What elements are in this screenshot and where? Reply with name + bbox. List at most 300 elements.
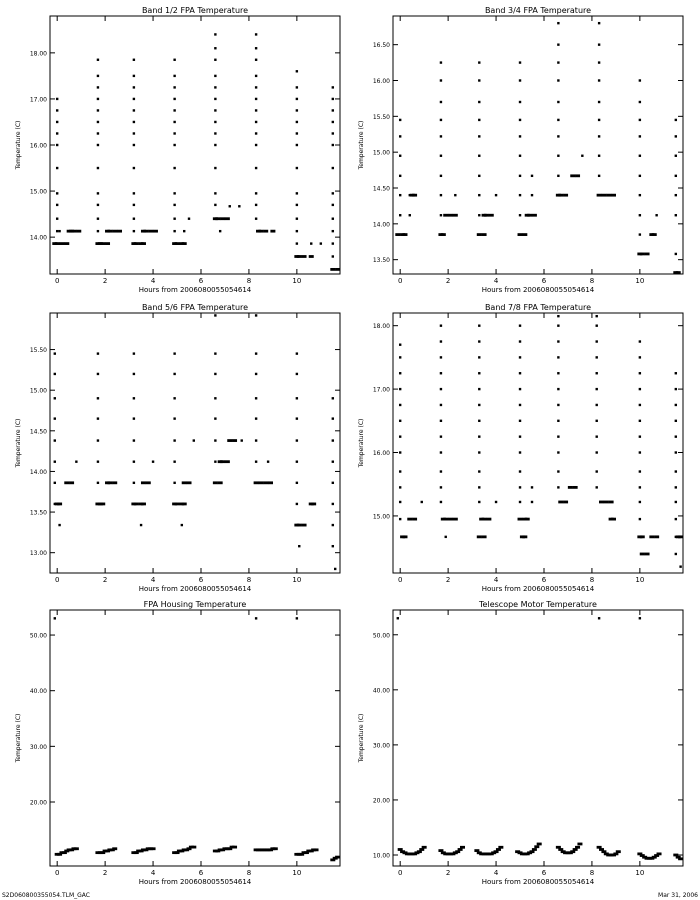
plot4-point — [596, 435, 598, 437]
plot3-point — [54, 397, 56, 399]
plot3-point — [296, 439, 298, 441]
plot4-ytick-label: 15.00 — [372, 513, 390, 521]
plot2-point — [478, 155, 480, 157]
plot3-point — [140, 524, 142, 526]
plot5-point — [54, 617, 56, 619]
plot1-point — [112, 230, 117, 233]
plot5-point — [191, 846, 196, 849]
plot1-point — [214, 121, 216, 123]
plot4-point — [399, 356, 401, 358]
plot4-point — [596, 420, 598, 422]
plot2-ytick-label: 14.00 — [372, 221, 390, 229]
plot4-point — [519, 435, 521, 437]
plot4-point — [477, 535, 482, 538]
plot1-xlabel: Hours from 2006080055054614 — [138, 286, 252, 294]
plot3-point — [227, 439, 232, 442]
plot1-point — [332, 192, 334, 194]
plot5-xtick-label: 8 — [246, 869, 252, 877]
plot2-point — [478, 175, 480, 177]
plot4-point — [482, 518, 487, 521]
plot2-point — [601, 194, 606, 197]
plot1-point — [56, 109, 58, 111]
plot2 — [358, 6, 683, 294]
plot2-point — [531, 194, 533, 196]
footer-filename: S2D060800355054.TLM_GAC — [2, 892, 90, 899]
plot2-point — [558, 194, 563, 197]
plot3-point — [97, 352, 99, 354]
plot4-point — [611, 518, 616, 521]
plot2-point — [440, 155, 442, 157]
plot1-point — [173, 167, 175, 169]
plot2-point — [557, 101, 559, 103]
plot1-point — [214, 33, 216, 35]
plot2-xtick-label: 2 — [445, 277, 451, 285]
plot2-point — [639, 194, 641, 196]
plot3-point — [107, 481, 112, 484]
plot1-point — [133, 109, 135, 111]
plot2-point — [639, 155, 641, 157]
plot4-point — [596, 356, 598, 358]
plot4-point — [525, 518, 530, 521]
plot1-point — [173, 86, 175, 88]
plot1-point — [97, 109, 99, 111]
plot1-point — [255, 109, 257, 111]
plot1-point — [173, 192, 175, 194]
plot1-point — [255, 167, 257, 169]
plot4-point — [640, 535, 645, 538]
plot4-point — [399, 344, 401, 346]
plot4-point — [679, 565, 681, 567]
plot3-point — [296, 373, 298, 375]
plot6-ytick-label: 10.00 — [372, 852, 390, 860]
plot1-xtick-label: 8 — [246, 277, 252, 285]
plot1-point — [330, 268, 335, 271]
plot1-point — [214, 75, 216, 77]
plot6-point — [657, 852, 662, 855]
footer-date: Mar 31, 2006 — [658, 892, 698, 899]
plot1-point — [100, 242, 105, 245]
plot1-point — [97, 75, 99, 77]
plot2-point — [443, 214, 448, 217]
plot4-point — [399, 420, 401, 422]
plot1-point — [296, 132, 298, 134]
plot2-point — [440, 135, 442, 137]
plot2-point — [399, 119, 401, 121]
plot3-point — [54, 352, 56, 354]
plot3-point — [182, 481, 187, 484]
plot3-point — [296, 460, 298, 462]
plot1-point — [173, 230, 175, 232]
plot1-point — [58, 230, 60, 232]
plot2-point — [440, 214, 442, 216]
plot2-point — [581, 155, 583, 157]
plot3-point — [214, 314, 216, 316]
plot3-point — [182, 503, 187, 506]
plot1-point — [173, 59, 175, 61]
plot5-point — [335, 856, 340, 859]
plot2-point — [412, 194, 417, 197]
plot4-point — [675, 404, 677, 406]
plot1-point — [133, 98, 135, 100]
plot4-point — [407, 518, 412, 521]
plot6-point — [616, 850, 621, 853]
plot4-point — [519, 340, 521, 342]
plot3-xtick-label: 2 — [102, 576, 108, 584]
plot1-xtick-label: 0 — [54, 277, 60, 285]
plot1-point — [309, 255, 314, 258]
plot2-point — [478, 194, 480, 196]
plot4-point — [649, 535, 654, 538]
plot4-point — [399, 372, 401, 374]
plot3-ytick-label: 14.00 — [29, 468, 47, 476]
plot2-ytick-label: 13.50 — [372, 257, 390, 265]
plot3-ytick-label: 14.50 — [29, 428, 47, 436]
plot3-point — [297, 524, 302, 527]
plot3-ylabel: Temperature (C) — [15, 418, 22, 468]
plot3-point — [214, 439, 216, 441]
plot4-point — [596, 404, 598, 406]
plot2-point — [519, 135, 521, 137]
plot6-point — [532, 848, 537, 851]
plot2-point — [519, 194, 521, 196]
plot4-point — [519, 486, 521, 488]
plot2-point — [478, 79, 480, 81]
plot6-point — [422, 846, 427, 849]
plot1-point — [296, 230, 298, 232]
plot4-point — [639, 340, 641, 342]
plot2-point — [495, 194, 497, 196]
plot3 — [15, 303, 340, 593]
plot5-ytick-label: 40.00 — [29, 688, 47, 696]
plot1-point — [214, 59, 216, 61]
plot4-point — [445, 536, 447, 538]
plot4-point — [478, 420, 480, 422]
plot3-point — [225, 460, 230, 463]
plot1-point — [296, 70, 298, 72]
plot4-point — [440, 372, 442, 374]
plot1-point — [214, 109, 216, 111]
plot2-point — [448, 214, 453, 217]
plot1-ytick-label: 14.00 — [29, 234, 47, 242]
plot1-point — [270, 230, 275, 233]
plot1-point — [255, 98, 257, 100]
plot1-point — [117, 230, 122, 233]
plot1-point — [255, 59, 257, 61]
plot4-point — [557, 486, 559, 488]
plot2-point — [519, 155, 521, 157]
plot1-point — [332, 218, 334, 220]
plot3-point — [214, 417, 216, 419]
plot1-xtick-label: 4 — [150, 277, 156, 285]
plot1-point — [320, 242, 322, 244]
plot6-ytick-label: 30.00 — [372, 742, 390, 750]
plot4-xtick-label: 0 — [397, 576, 403, 584]
plot2-point — [675, 135, 677, 137]
plot3-xtick-label: 0 — [54, 576, 60, 584]
plot4-point — [399, 435, 401, 437]
plot4-xtick-label: 4 — [493, 576, 499, 584]
plot3-point — [332, 439, 334, 441]
plot4-point — [478, 470, 480, 472]
plot1-point — [107, 230, 112, 233]
plot4-point — [440, 451, 442, 453]
plot2-point — [453, 214, 458, 217]
plot3-point — [100, 503, 105, 506]
plot2-point — [675, 119, 677, 121]
plot1-point — [296, 204, 298, 206]
plot1-point — [175, 242, 180, 245]
plot1-point — [97, 167, 99, 169]
plot1-point — [219, 230, 221, 232]
plot1-point — [297, 255, 302, 258]
plot3-point — [181, 524, 183, 526]
plot4-point — [639, 356, 641, 358]
plot3-point — [173, 397, 175, 399]
plot3-point — [54, 373, 56, 375]
plot2-point — [675, 175, 677, 177]
plot1-point — [56, 167, 58, 169]
plot1-point — [56, 121, 58, 123]
plot4-point — [478, 404, 480, 406]
plot1-title: Band 1/2 FPA Temperature — [141, 6, 249, 15]
plot4-point — [557, 356, 559, 358]
plot3-point — [255, 397, 257, 399]
plot2-point — [440, 79, 442, 81]
plot4-point — [609, 501, 614, 504]
plot5-point — [112, 847, 117, 850]
plot3-point — [254, 481, 259, 484]
plot4-point — [440, 340, 442, 342]
plot2-point — [440, 119, 442, 121]
plot2-point — [557, 61, 559, 63]
plot3-point — [58, 524, 60, 526]
plot3-point — [112, 481, 117, 484]
plot4-point — [558, 501, 563, 504]
plot2-point — [478, 135, 480, 137]
plot4-xtick-label: 8 — [589, 576, 595, 584]
plot5-point — [232, 846, 237, 849]
plot3-point — [214, 352, 216, 354]
plot3-point — [97, 397, 99, 399]
plot2-point — [399, 175, 401, 177]
plot4-point — [399, 486, 401, 488]
plot1-point — [56, 204, 58, 206]
plot6-point — [678, 857, 683, 860]
plot1-point — [255, 144, 257, 146]
plot6-ytick-label: 20.00 — [372, 797, 390, 805]
plot1-point — [182, 242, 187, 245]
plot3-point — [133, 397, 135, 399]
plot2-point — [675, 253, 677, 255]
plot2-point — [399, 214, 401, 216]
plot3-point — [255, 460, 257, 462]
plot5-xtick-label: 6 — [198, 869, 204, 877]
plot3-point — [332, 503, 334, 505]
plot1-point — [97, 144, 99, 146]
plot3-point — [173, 439, 175, 441]
plot2-point — [639, 79, 641, 81]
plot4-point — [399, 501, 401, 503]
plot1-point — [133, 59, 135, 61]
plot4-point — [448, 518, 453, 521]
plot1-point — [229, 205, 231, 207]
plot3-point — [133, 352, 135, 354]
plot5 — [15, 600, 340, 886]
plot3-point — [193, 439, 195, 441]
plot1-point — [133, 167, 135, 169]
plot1-point — [97, 192, 99, 194]
plot2-point — [639, 214, 641, 216]
plot3-point — [54, 482, 56, 484]
plot1-point — [173, 218, 175, 220]
plot5-point — [74, 847, 79, 850]
plot5-ytick-label: 30.00 — [29, 743, 47, 751]
plot4-point — [519, 388, 521, 390]
plot3-point — [146, 481, 151, 484]
plot3-point — [263, 481, 268, 484]
plot1-point — [55, 242, 60, 245]
plot4-title: Band 7/8 FPA Temperature — [484, 303, 592, 312]
plot4-point — [519, 451, 521, 453]
plot3-point — [296, 352, 298, 354]
plot6-xtick-label: 10 — [635, 869, 645, 877]
plot2-point — [440, 194, 442, 196]
plot2-point — [575, 174, 580, 177]
plot4-point — [519, 470, 521, 472]
plot2-point — [519, 79, 521, 81]
plot3-point — [57, 503, 62, 506]
plot1-point — [64, 242, 69, 245]
plot4-point — [639, 470, 641, 472]
plot2-point — [454, 194, 456, 196]
plot4-point — [519, 420, 521, 422]
plot3-xtick-label: 4 — [150, 576, 156, 584]
plot5-xtick-label: 10 — [292, 869, 302, 877]
plot1-xtick-label: 2 — [102, 277, 108, 285]
plot3-point — [133, 482, 135, 484]
plot4-point — [399, 470, 401, 472]
plot1-ylabel: Temperature (C) — [15, 120, 22, 170]
plot4-xtick-label: 10 — [635, 576, 645, 584]
plot2-point — [557, 43, 559, 45]
plot2-point — [531, 175, 533, 177]
plot1-point — [332, 98, 334, 100]
plot4-point — [596, 340, 598, 342]
plot1-point — [188, 218, 190, 220]
plot1-point — [255, 33, 257, 35]
plot2-point — [611, 194, 616, 197]
plot3-point — [298, 545, 300, 547]
plot1-point — [332, 230, 334, 232]
plot3-point — [241, 439, 243, 441]
plot4-point — [440, 486, 442, 488]
plot5-ytick-label: 50.00 — [29, 632, 47, 640]
plot2-point — [675, 214, 677, 216]
plot4-point — [639, 420, 641, 422]
plot3-point — [255, 352, 257, 354]
plot3-point — [54, 417, 56, 419]
plot2-point — [399, 155, 401, 157]
plot1-point — [133, 218, 135, 220]
plot3-point — [97, 373, 99, 375]
plot4-point — [557, 435, 559, 437]
plot4-point — [440, 324, 442, 326]
plot3-point — [97, 439, 99, 441]
plot3-point — [133, 439, 135, 441]
plot2-point — [557, 175, 559, 177]
plot2-point — [440, 101, 442, 103]
plot2-point — [519, 175, 521, 177]
plot1-point — [97, 132, 99, 134]
plot4-point — [675, 420, 677, 422]
plot3-xtick-label: 10 — [292, 576, 302, 584]
plot4-point — [568, 486, 573, 489]
plot2-point — [557, 135, 559, 137]
plot1-point — [173, 75, 175, 77]
plot1-point — [133, 86, 135, 88]
plot3-point — [64, 481, 69, 484]
plot4-xtick-label: 6 — [541, 576, 547, 584]
plot6-point — [537, 843, 542, 846]
plot4-point — [440, 501, 442, 503]
plot2-ytick-label: 15.50 — [372, 113, 390, 121]
plot4-point — [486, 518, 491, 521]
plot6-point — [498, 846, 503, 849]
plot2-point — [557, 79, 559, 81]
plot4-point — [399, 451, 401, 453]
plot2-point — [645, 253, 650, 256]
plot4-point — [675, 470, 677, 472]
plot4-point — [519, 501, 521, 503]
plot1-point — [332, 132, 334, 134]
plot1-point — [255, 132, 257, 134]
plot3-ytick-label: 13.00 — [29, 550, 47, 558]
plot1-ytick-label: 16.00 — [29, 142, 47, 150]
plot2-point — [395, 233, 400, 236]
plot4-point — [675, 451, 677, 453]
plot4-point — [557, 470, 559, 472]
plot4-point — [531, 501, 533, 503]
plot1-point — [255, 218, 257, 220]
plot4-point — [519, 404, 521, 406]
plot1-point — [56, 230, 58, 232]
plot4-point — [478, 372, 480, 374]
plot4-point — [478, 356, 480, 358]
plot1-point — [296, 192, 298, 194]
plot6-ylabel: Temperature (C) — [358, 713, 365, 763]
plot1 — [15, 6, 340, 294]
plot2-point — [478, 214, 480, 216]
plot6-ytick-label: 40.00 — [372, 687, 390, 695]
plot1-point — [332, 144, 334, 146]
plot1-point — [238, 205, 240, 207]
plot3-frame — [50, 313, 340, 573]
plot4-point — [596, 372, 598, 374]
plot2-point — [597, 194, 602, 197]
plot3-point — [175, 503, 180, 506]
plot1-point — [255, 47, 257, 49]
plot1-point — [214, 192, 216, 194]
plot1-xtick-label: 10 — [292, 277, 302, 285]
plot5-frame — [50, 610, 340, 866]
plot1-point — [296, 109, 298, 111]
plot1-ytick-label: 18.00 — [29, 50, 47, 58]
plot3-point — [220, 460, 225, 463]
plot4 — [358, 303, 683, 593]
plot5-ylabel: Temperature (C) — [15, 713, 22, 763]
plot4-point — [596, 470, 598, 472]
plot4-point — [596, 451, 598, 453]
